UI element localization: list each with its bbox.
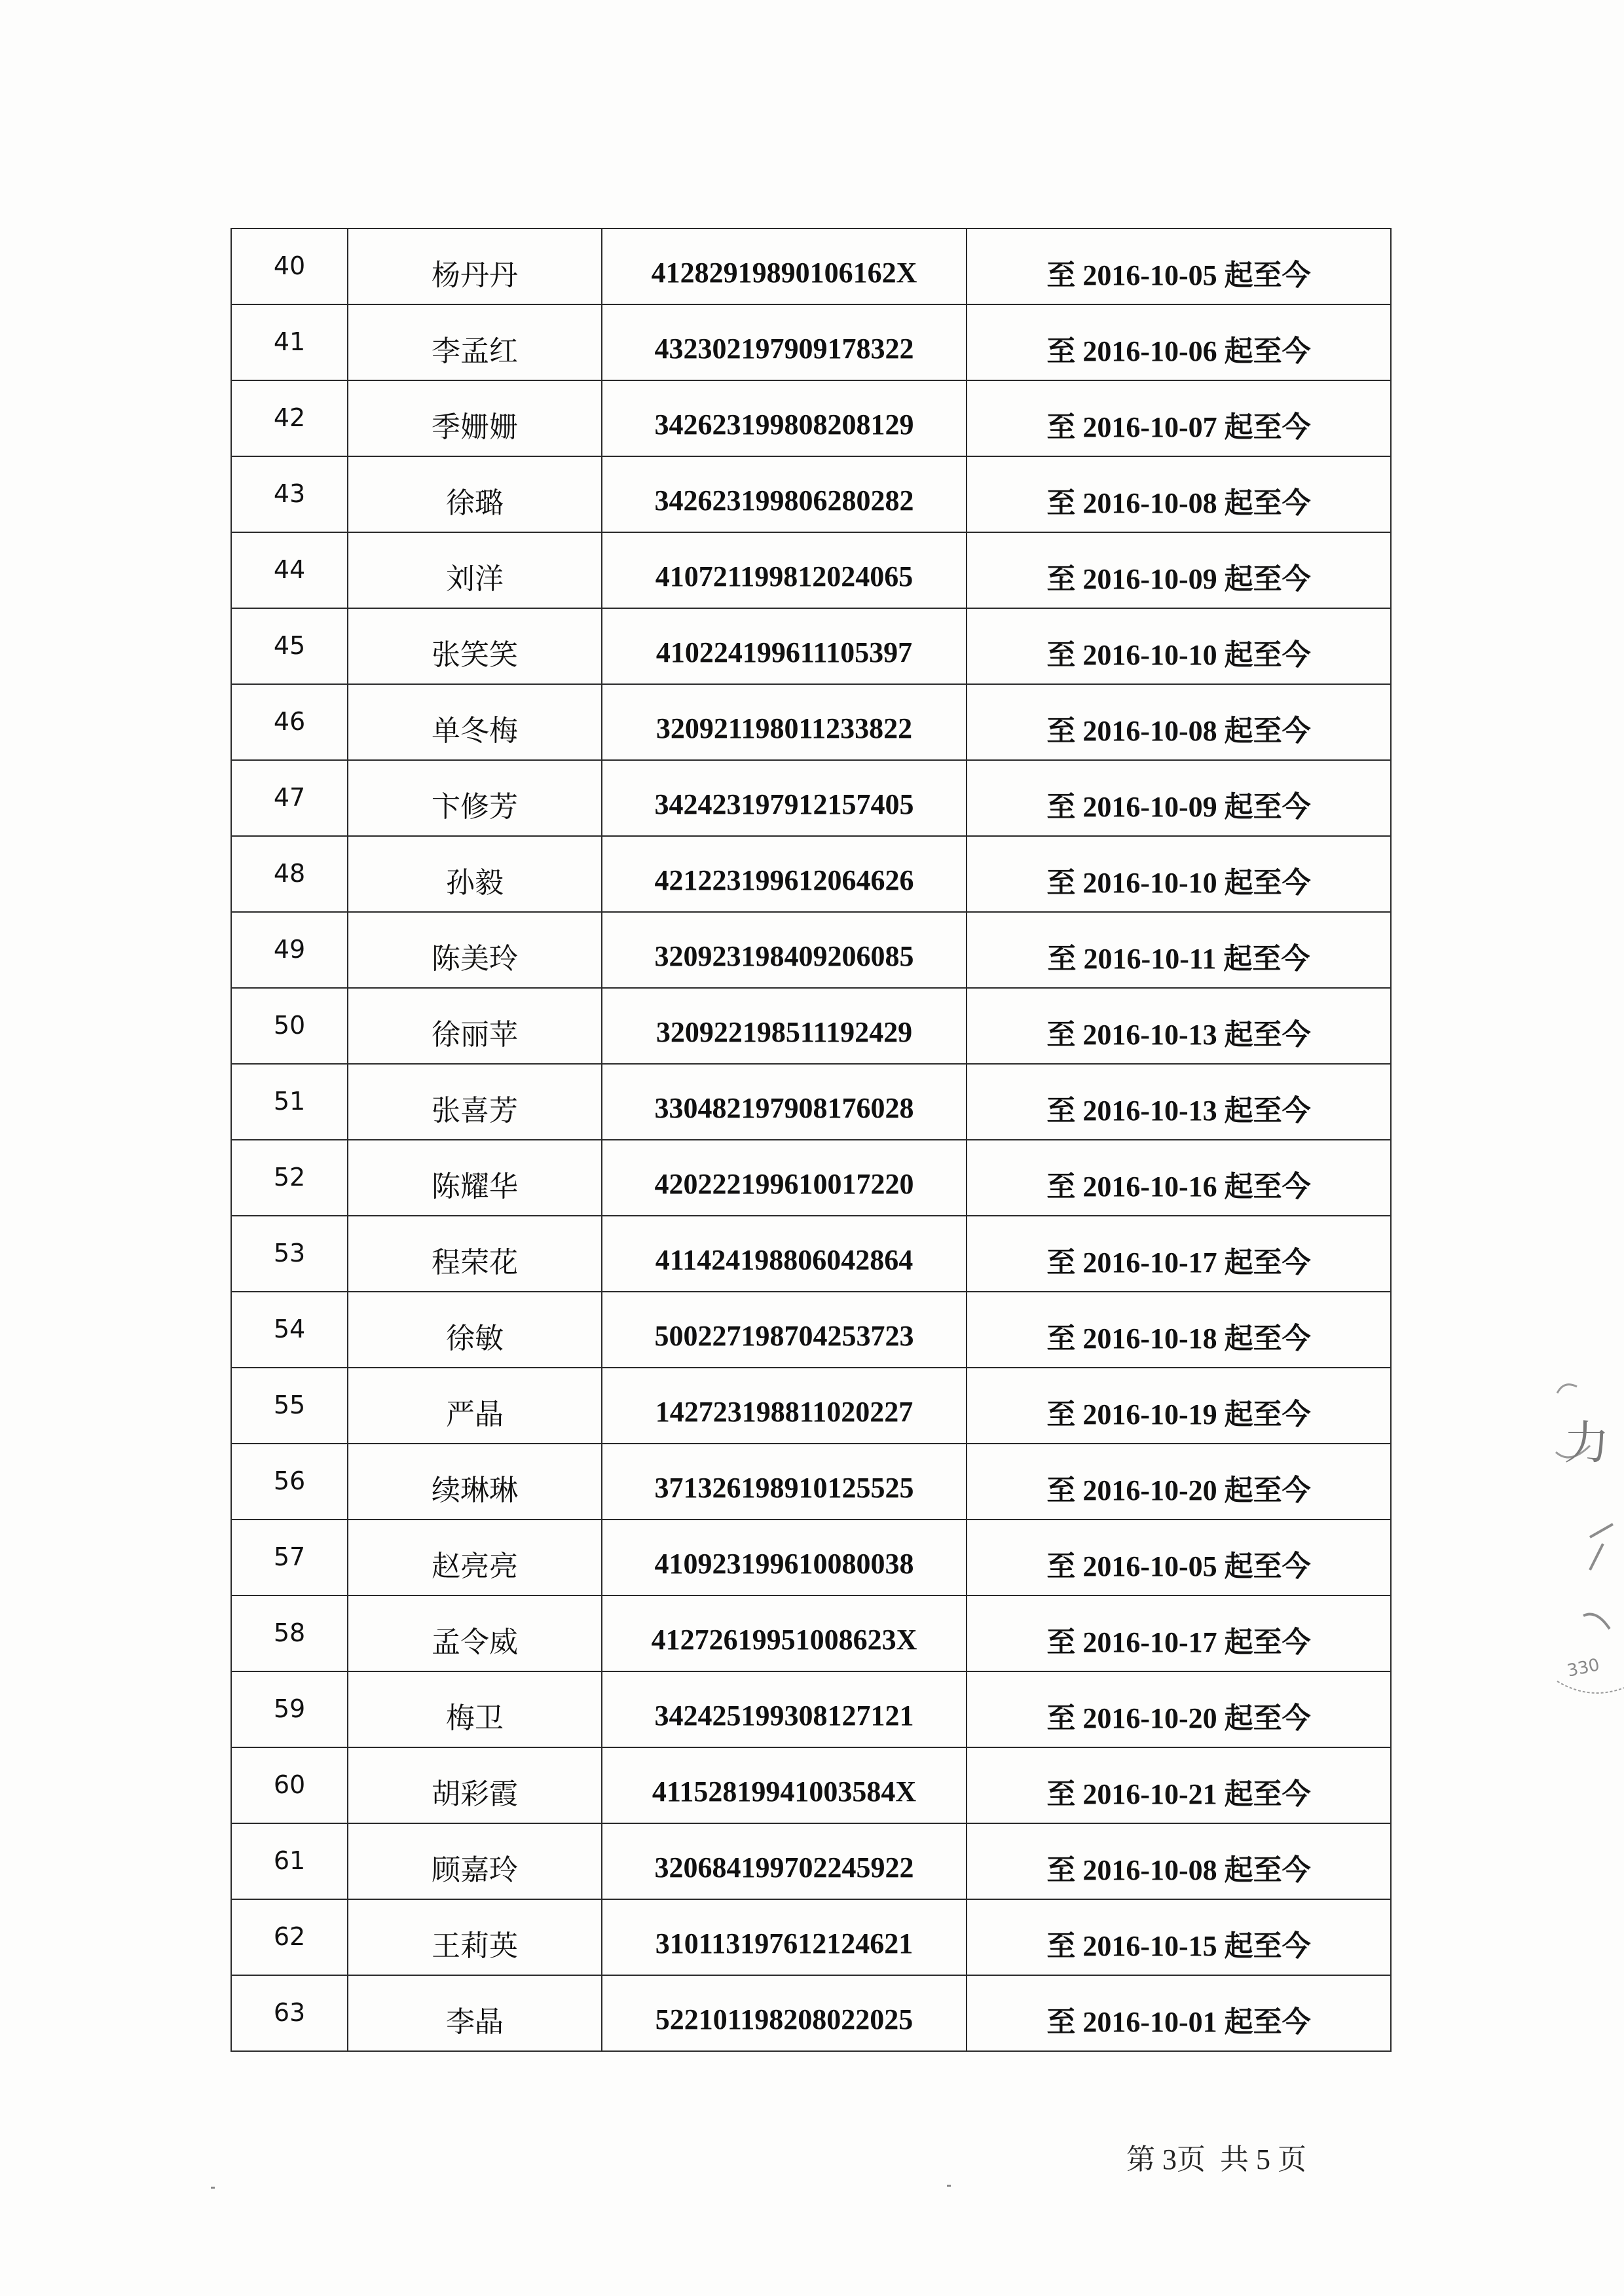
name-cell: 顾嘉玲 xyxy=(348,1823,602,1899)
name-cell: 徐璐 xyxy=(348,456,602,532)
period-cell: 至 2016-10-13 起至今 xyxy=(967,1064,1391,1140)
name-cell: 续琳琳 xyxy=(348,1444,602,1520)
name-cell: 张笑笑 xyxy=(348,608,602,684)
id-number-cell: 320684199702245922 xyxy=(602,1823,967,1899)
id-number-cell: 41152819941003584X xyxy=(602,1747,967,1823)
row-number-cell: 62 xyxy=(231,1899,348,1975)
name-cell: 李孟红 xyxy=(348,304,602,380)
period-cell: 至 2016-10-05 起至今 xyxy=(967,1520,1391,1595)
name-cell: 王莉英 xyxy=(348,1899,602,1975)
row-number-cell: 52 xyxy=(231,1140,348,1216)
row-number-cell: 45 xyxy=(231,608,348,684)
id-number-cell: 320922198511192429 xyxy=(602,988,967,1064)
table-row xyxy=(231,1595,1391,1671)
id-number-cell: 342423197912157405 xyxy=(602,760,967,836)
seal-fragment-graphic xyxy=(1551,1374,1624,1714)
row-number-cell: 56 xyxy=(231,1444,348,1520)
period-cell: 至 2016-10-19 起至今 xyxy=(967,1368,1391,1444)
table-row xyxy=(231,760,1391,836)
period-cell: 至 2016-10-21 起至今 xyxy=(967,1747,1391,1823)
table-row xyxy=(231,608,1391,684)
row-number-cell: 43 xyxy=(231,456,348,532)
employee-table xyxy=(231,228,1392,2052)
table-row xyxy=(231,1064,1391,1140)
row-number-cell: 40 xyxy=(231,228,348,304)
id-number-cell: 41282919890106162X xyxy=(602,228,967,304)
id-number-cell: 142723198811020227 xyxy=(602,1368,967,1444)
partial-seal-stamp xyxy=(1551,1374,1624,1714)
id-number-cell: 320923198409206085 xyxy=(602,912,967,988)
period-cell: 至 2016-10-20 起至今 xyxy=(967,1671,1391,1747)
period-cell: 至 2016-10-16 起至今 xyxy=(967,1140,1391,1216)
id-number-cell: 421223199612064626 xyxy=(602,836,967,912)
period-cell: 至 2016-10-10 起至今 xyxy=(967,608,1391,684)
period-cell: 至 2016-10-09 起至今 xyxy=(967,532,1391,608)
table-row xyxy=(231,380,1391,456)
period-cell: 至 2016-10-05 起至今 xyxy=(967,228,1391,304)
table-row xyxy=(231,1444,1391,1520)
name-cell: 单冬梅 xyxy=(348,684,602,760)
name-cell: 程荣花 xyxy=(348,1216,602,1292)
name-cell: 李晶 xyxy=(348,1975,602,2051)
row-number-cell: 63 xyxy=(231,1975,348,2051)
id-number-cell: 411424198806042864 xyxy=(602,1216,967,1292)
period-cell: 至 2016-10-17 起至今 xyxy=(967,1595,1391,1671)
name-cell: 陈美玲 xyxy=(348,912,602,988)
period-cell: 至 2016-10-10 起至今 xyxy=(967,836,1391,912)
name-cell: 张喜芳 xyxy=(348,1064,602,1140)
id-number-cell: 410721199812024065 xyxy=(602,532,967,608)
row-number-cell: 55 xyxy=(231,1368,348,1444)
row-number-cell: 46 xyxy=(231,684,348,760)
table-row xyxy=(231,228,1391,304)
scan-speck xyxy=(947,2185,951,2187)
row-number-cell: 57 xyxy=(231,1520,348,1595)
name-cell: 刘洋 xyxy=(348,532,602,608)
period-cell: 至 2016-10-11 起至今 xyxy=(967,912,1391,988)
name-cell: 季姗姗 xyxy=(348,380,602,456)
row-number-cell: 50 xyxy=(231,988,348,1064)
id-number-cell: 432302197909178322 xyxy=(602,304,967,380)
id-number-cell: 410224199611105397 xyxy=(602,608,967,684)
row-number-cell: 60 xyxy=(231,1747,348,1823)
period-cell: 至 2016-10-18 起至今 xyxy=(967,1292,1391,1368)
id-number-cell: 342623199808208129 xyxy=(602,380,967,456)
table-row xyxy=(231,1140,1391,1216)
table-row xyxy=(231,1520,1391,1595)
row-number-cell: 58 xyxy=(231,1595,348,1671)
id-number-cell: 371326198910125525 xyxy=(602,1444,967,1520)
row-number-cell: 47 xyxy=(231,760,348,836)
table-row xyxy=(231,1368,1391,1444)
period-cell: 至 2016-10-08 起至今 xyxy=(967,1823,1391,1899)
table-row xyxy=(231,1671,1391,1747)
period-cell: 至 2016-10-07 起至今 xyxy=(967,380,1391,456)
scan-speck xyxy=(211,2187,215,2189)
table-row xyxy=(231,532,1391,608)
row-number-cell: 54 xyxy=(231,1292,348,1368)
name-cell: 徐敏 xyxy=(348,1292,602,1368)
table-row xyxy=(231,1292,1391,1368)
table-row xyxy=(231,304,1391,380)
row-number-cell: 48 xyxy=(231,836,348,912)
table-row xyxy=(231,988,1391,1064)
table-row xyxy=(231,684,1391,760)
name-cell: 梅卫 xyxy=(348,1671,602,1747)
row-number-cell: 49 xyxy=(231,912,348,988)
period-cell: 至 2016-10-20 起至今 xyxy=(967,1444,1391,1520)
id-number-cell: 522101198208022025 xyxy=(602,1975,967,2051)
employee-table-body xyxy=(231,228,1391,2051)
period-cell: 至 2016-10-15 起至今 xyxy=(967,1899,1391,1975)
name-cell: 孟令威 xyxy=(348,1595,602,1671)
table-row xyxy=(231,1975,1391,2051)
table-row xyxy=(231,1216,1391,1292)
name-cell: 严晶 xyxy=(348,1368,602,1444)
row-number-cell: 51 xyxy=(231,1064,348,1140)
id-number-cell: 342623199806280282 xyxy=(602,456,967,532)
id-number-cell: 500227198704253723 xyxy=(602,1292,967,1368)
svg-text:330: 330 xyxy=(1565,1655,1602,1681)
name-cell: 陈耀华 xyxy=(348,1140,602,1216)
period-cell: 至 2016-10-06 起至今 xyxy=(967,304,1391,380)
svg-text:力: 力 xyxy=(1564,1416,1610,1470)
period-cell: 至 2016-10-08 起至今 xyxy=(967,456,1391,532)
row-number-cell: 53 xyxy=(231,1216,348,1292)
id-number-cell: 410923199610080038 xyxy=(602,1520,967,1595)
name-cell: 卞修芳 xyxy=(348,760,602,836)
period-cell: 至 2016-10-13 起至今 xyxy=(967,988,1391,1064)
name-cell: 胡彩霞 xyxy=(348,1747,602,1823)
table-row xyxy=(231,912,1391,988)
period-cell: 至 2016-10-17 起至今 xyxy=(967,1216,1391,1292)
row-number-cell: 59 xyxy=(231,1671,348,1747)
period-cell: 至 2016-10-08 起至今 xyxy=(967,684,1391,760)
table-row xyxy=(231,836,1391,912)
id-number-cell: 320921198011233822 xyxy=(602,684,967,760)
row-number-cell: 41 xyxy=(231,304,348,380)
table-row xyxy=(231,1747,1391,1823)
id-number-cell: 330482197908176028 xyxy=(602,1064,967,1140)
name-cell: 孙毅 xyxy=(348,836,602,912)
period-cell: 至 2016-10-09 起至今 xyxy=(967,760,1391,836)
id-number-cell: 310113197612124621 xyxy=(602,1899,967,1975)
period-cell: 至 2016-10-01 起至今 xyxy=(967,1975,1391,2051)
name-cell: 徐丽苹 xyxy=(348,988,602,1064)
id-number-cell: 41272619951008623X xyxy=(602,1595,967,1671)
id-number-cell: 342425199308127121 xyxy=(602,1671,967,1747)
name-cell: 杨丹丹 xyxy=(348,228,602,304)
id-number-cell: 420222199610017220 xyxy=(602,1140,967,1216)
row-number-cell: 42 xyxy=(231,380,348,456)
table-row xyxy=(231,456,1391,532)
name-cell: 赵亮亮 xyxy=(348,1520,602,1595)
row-number-cell: 61 xyxy=(231,1823,348,1899)
table-row xyxy=(231,1823,1391,1899)
page-footer: 第 3页 共 5 页 xyxy=(1126,2143,1306,2176)
table-row xyxy=(231,1899,1391,1975)
row-number-cell: 44 xyxy=(231,532,348,608)
